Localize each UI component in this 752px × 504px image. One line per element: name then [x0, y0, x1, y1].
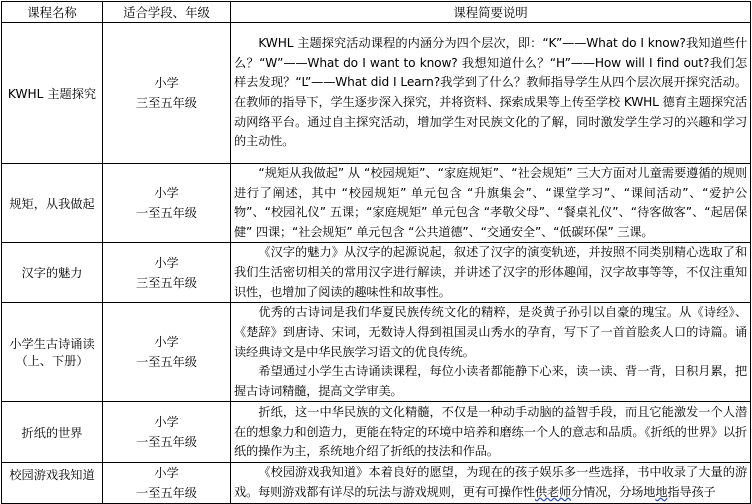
grade-level: 小学 [154, 415, 179, 430]
course-name: 规矩，从我做起 [2, 164, 103, 243]
grade-level: 小学 [154, 466, 179, 481]
course-description [231, 303, 751, 402]
description-text: 《校园游戏我知道》本着良好的愿望，为现在的孩子娱乐多一些选择，书中收录了大量的游戏。每则游戏都有详尽的玩法与游戏规则，更有可操作性 [234, 465, 747, 499]
course-name: 汉字的魅力 [2, 243, 103, 303]
course-name: 校园游戏我知道 [2, 463, 103, 504]
grade-level: 小学 [154, 255, 179, 270]
description-paragraph: KWHL 主题探究活动课程的内涵分为四个层次，即：“K”——What do I know?我知道些什么？“W”——What do I want to know? 我想知道什么？“H”——How will I find out?我们怎样去发现？“L”——What did I Learn?我学到了什么？教师指导学生从四个层次展开探究活动。在教师的指导下，学生逐步深入探究，并将资料、探索成果等上传至学校 KWHL 德育主题探究活动网络平台。通过自主探究活动，增加学生对民族文化的了解，同时激发学生学习的兴趣和学习的主动性。 [234, 36, 747, 149]
table-row [2, 164, 751, 243]
spellcheck-underline: 供老师 [534, 484, 572, 499]
description-paragraph: 《汉字的魅力》从汉字的起源说起，叙述了汉字的演变轨迹，并按照不同类别精心选取了和我们生活密切相关的常用汉字进行解读，并讲述了汉字的形体趣闻，汉字故事等等，不仅注重知识性，也增加了阅读的趣味性和故事性。 [234, 245, 747, 299]
course-table [1, 1, 751, 504]
course-name: 折纸的世界 [2, 402, 103, 463]
spellcheck-underline: 地 [655, 484, 668, 499]
course-description [231, 164, 751, 243]
course-grade [103, 463, 231, 504]
table-row [2, 243, 751, 303]
header-course-name: 课程名称 [2, 2, 103, 23]
description-paragraph: 折纸，这一中华民族的文化精髓，不仅是一种动手动脑的益智手段，而且它能激发一个人潜在的想象力和创造力，更能在特定的环境中培养和磨练一个人的意志和品质。《折纸的世界》以折纸的操作为主，系统地介绍了折纸的技法和作品。 [234, 404, 747, 459]
description-paragraph: “规矩从我做起” 从 “校园规矩”、“家庭规矩”、“社会规矩” 三大方面对儿童需要遵循的规则进行了阐述，其中 “校园规矩” 单元包含 “升旗集会”、“课堂学习”、“课间活动”、“爱护公物”、“校园礼仪” 五课；“家庭规矩” 单元包含 “孝敬父母”、“餐桌礼仪”、“待客做客”、“起居保健” 四课；“社会规矩” 单元包含 “公共道德”、“交通安全”、“低碳环保” 三课。 [234, 166, 747, 239]
header-description: 课程简要说明 [231, 2, 751, 23]
grade-range: 一至五年级 [136, 206, 197, 221]
description-paragraph [234, 463, 747, 502]
grade-range: 一至五年级 [136, 486, 197, 501]
description-text: 指导孩子 [667, 484, 716, 499]
description-paragraph: 优秀的古诗词是我们华夏民族传统文化的精粹，是炎黄子孙引以自豪的瑰宝。从《诗经》、《楚辞》到唐诗、宋词，无数诗人得到祖国灵山秀水的孕育，写下了一首首脍炙人口的诗篇。诵读经典诗文是中华民族学习语文的优良传统。 [234, 305, 747, 359]
table-row [2, 463, 751, 504]
grade-range: 一至五年级 [136, 355, 197, 370]
course-grade [103, 303, 231, 402]
table-row [2, 402, 751, 463]
table-row [2, 23, 751, 164]
course-grade [103, 23, 231, 164]
course-description [231, 402, 751, 463]
course-description [231, 23, 751, 164]
header-row [2, 2, 751, 23]
description-text: 分情况，分场地 [571, 484, 656, 499]
course-name: KWHL 主题探究 [2, 23, 103, 164]
course-grade [103, 402, 231, 463]
grade-level: 小学 [154, 335, 179, 350]
grade-level: 小学 [154, 76, 179, 90]
description-paragraph: 希望通过小学生古诗诵读课程，每位小读者都能静下心来，读一读、背一背，日积月累，把握古诗词精髓，提高文学审美。 [234, 364, 747, 398]
grade-range: 一至五年级 [136, 435, 197, 450]
course-description [231, 243, 751, 303]
course-name: 小学生古诗诵读（上、下册） [2, 303, 103, 402]
grade-range: 三至五年级 [136, 275, 197, 290]
course-grade [103, 243, 231, 303]
course-grade [103, 164, 231, 243]
course-description [231, 463, 751, 504]
header-grade: 适合学段、年级 [103, 2, 231, 23]
table-row [2, 303, 751, 402]
grade-level: 小学 [154, 186, 179, 201]
grade-range: 三至五年级 [136, 96, 197, 110]
